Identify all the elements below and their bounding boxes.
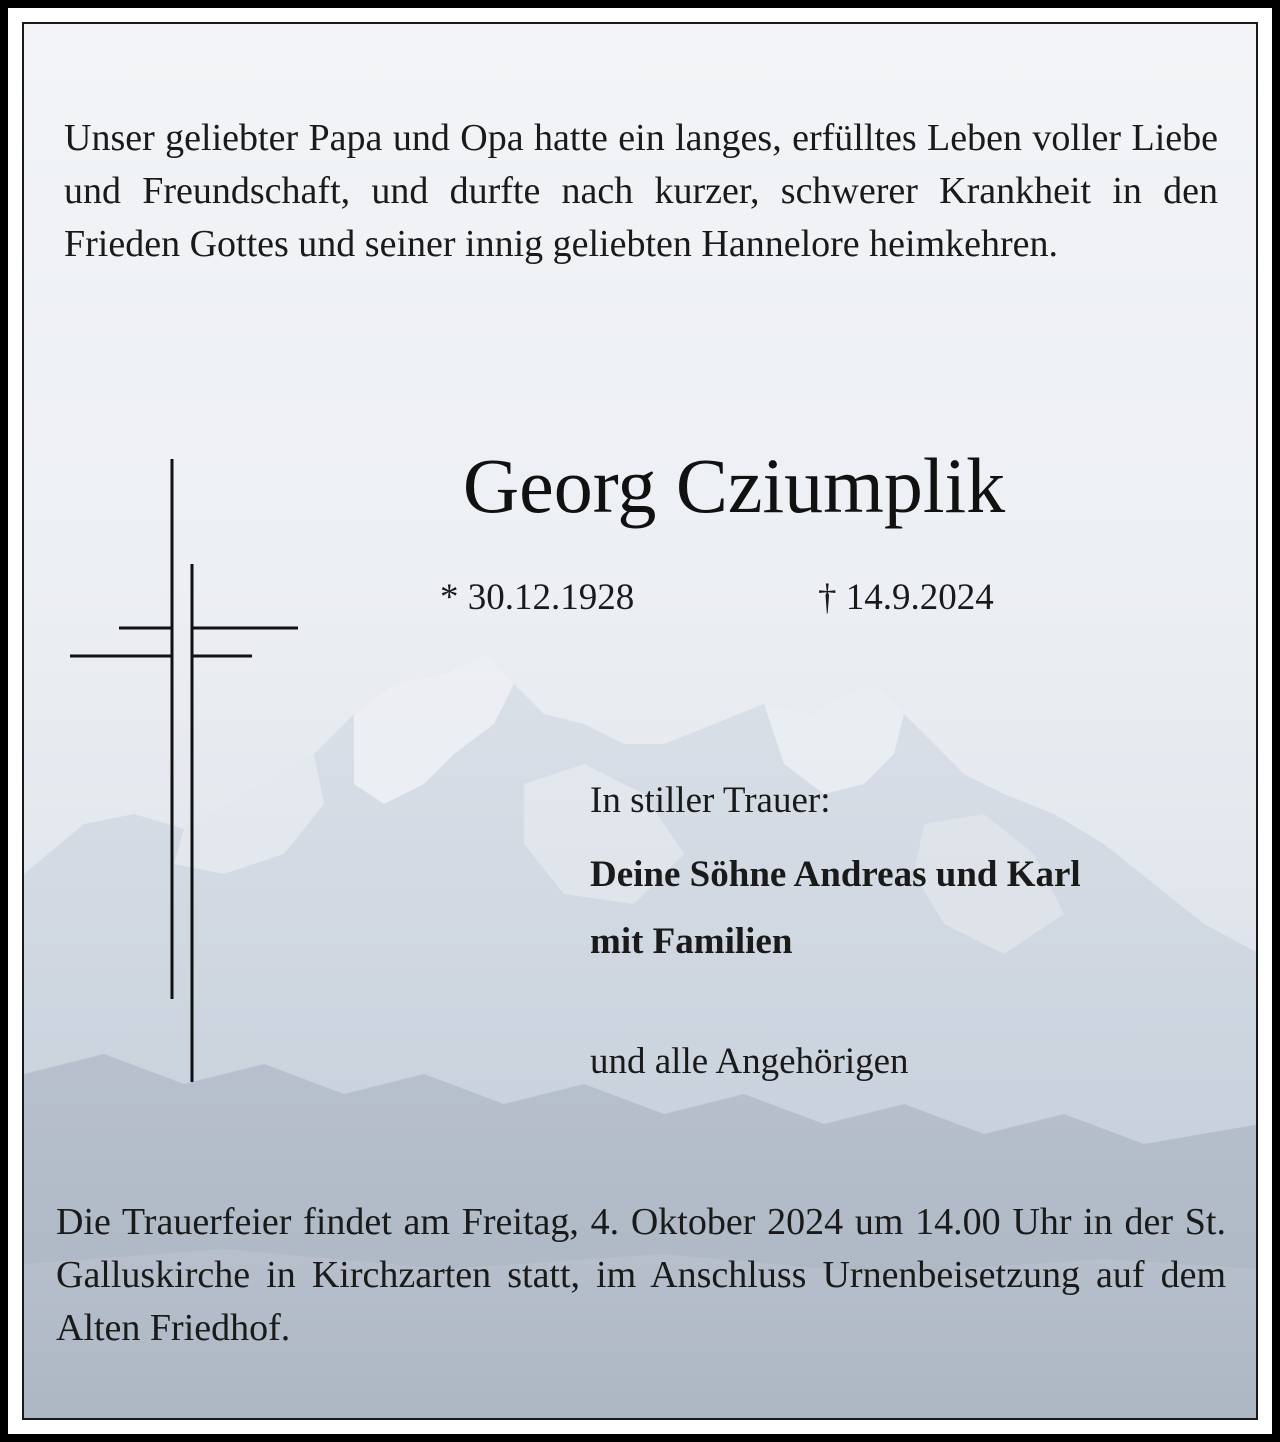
mourning-label: In stiller Trauer: — [590, 780, 831, 821]
death-date: † 14.9.2024 — [818, 577, 994, 618]
mourners-relatives: und alle Angehörigen — [590, 1041, 909, 1082]
mourners-sons: Deine Söhne Andreas und Karl — [590, 854, 1081, 895]
intro-paragraph: Unser geliebter Papa und Opa hatte ein langes, erfülltes Leben voller Liebe und Freundschaft, und durfte nach kurzer, schwerer Krankheit in den Frieden Gottes und seiner innig geliebten Hannelore heimkehren. — [64, 117, 1218, 265]
funeral-info-paragraph: Die Trauerfeier findet am Freitag, 4. Oktober 2024 um 14.00 Uhr in der St. Galluskirche in Kirchzarten statt, im Anschluss Urnenbeisetzung auf dem Alten Friedhof. — [56, 1201, 1226, 1349]
obituary-card — [22, 22, 1258, 1420]
birth-date: * 30.12.1928 — [440, 577, 635, 618]
cross-icon — [64, 454, 304, 1094]
deceased-name: Georg Cziumplik — [462, 442, 1006, 529]
mourners-families: mit Familien — [590, 921, 793, 962]
